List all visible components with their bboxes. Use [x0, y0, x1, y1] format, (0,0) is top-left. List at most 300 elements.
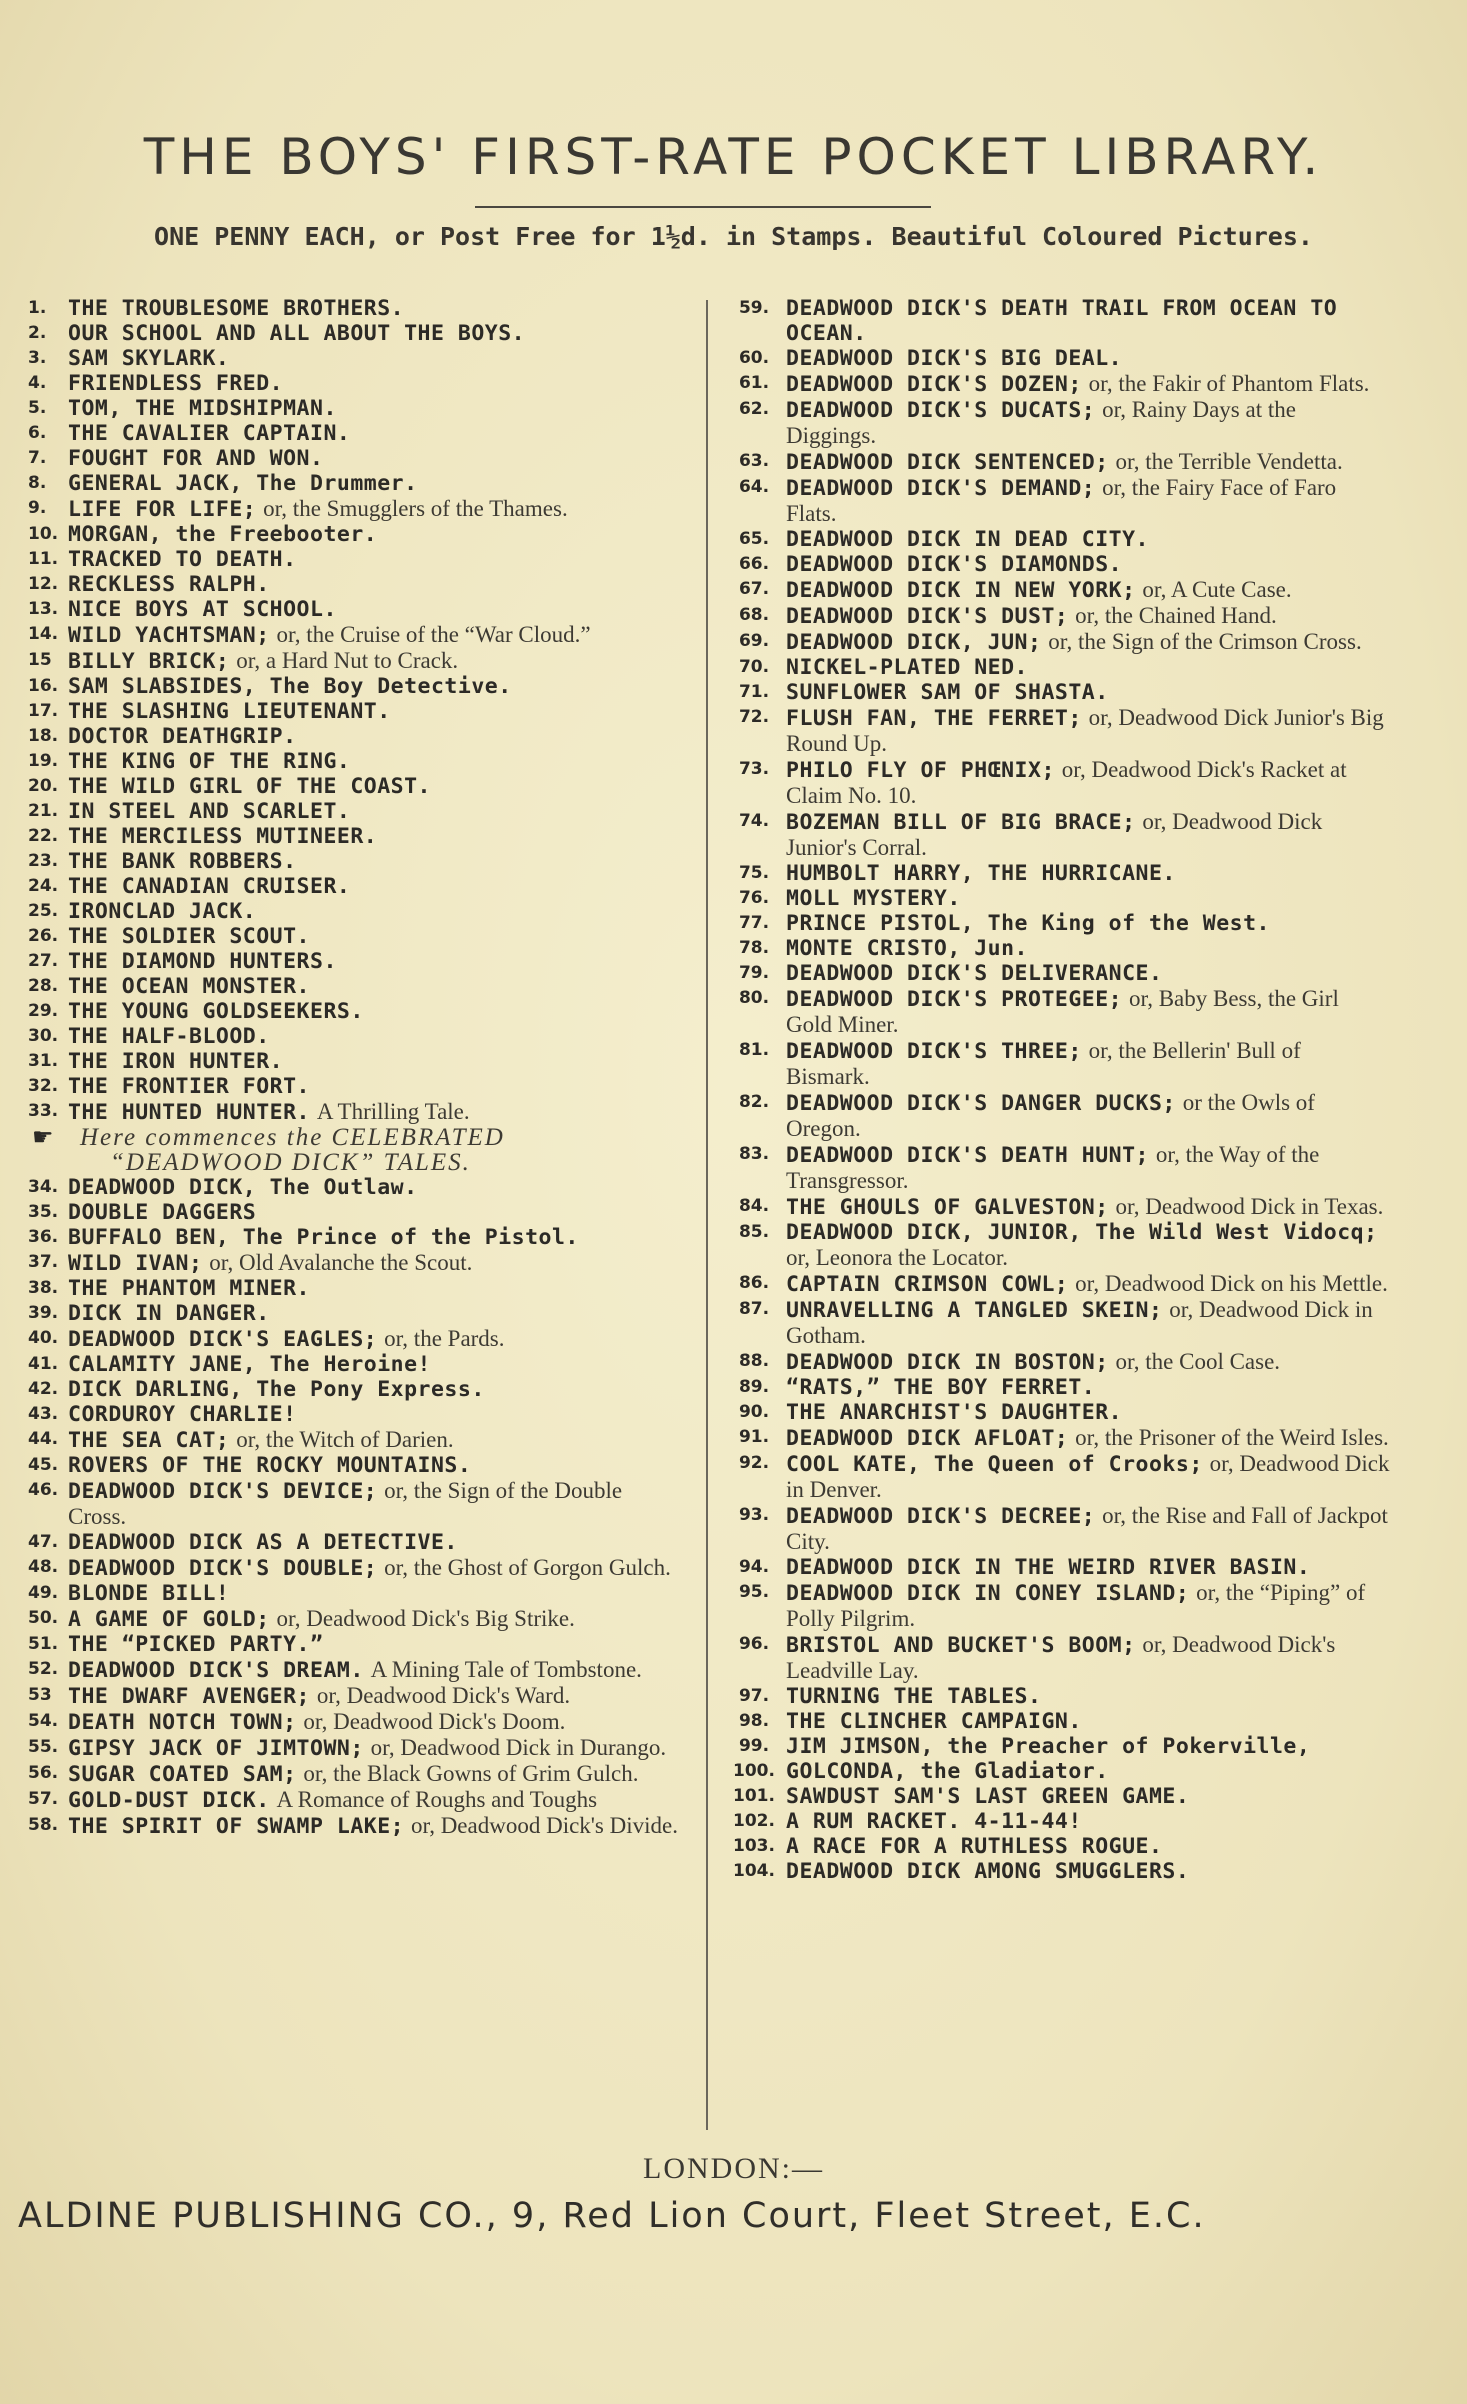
list-item [722, 1834, 1390, 1859]
item-number: 60. [738, 348, 770, 368]
list-item [722, 1809, 1390, 1834]
item-title: OUR SCHOOL AND ALL ABOUT THE BOYS. [68, 321, 526, 346]
item-title: DEADWOOD DICK'S DREAM. [68, 1658, 364, 1683]
item-title: CORDUROY CHARLIE! [68, 1402, 297, 1427]
item-text [68, 1024, 684, 1049]
item-title: THE HALF-BLOOD. [68, 1024, 270, 1049]
item-title: DEADWOOD DICK AFLOAT; [786, 1426, 1069, 1451]
item-number: 25. [28, 901, 59, 921]
item-title: A GAME OF GOLD; [68, 1607, 270, 1632]
item-subtitle: A Romance of Roughs and Toughs [276, 1787, 598, 1812]
item-number: 97. [738, 1686, 770, 1706]
item-subtitle: or, the Terrible Vendetta. [1115, 449, 1343, 474]
item-text [68, 1530, 684, 1555]
item-subtitle: or, the Smugglers of the Thames. [263, 496, 568, 521]
item-number: 13. [28, 599, 59, 619]
item-number: 45. [28, 1455, 59, 1475]
item-title: DICK DARLING, The Pony Express. [68, 1377, 485, 1402]
item-number: 68. [738, 605, 770, 625]
item-text [68, 1813, 684, 1839]
item-text [786, 475, 1390, 527]
item-text [786, 603, 1390, 629]
item-title: DEADWOOD DICK'S DOUBLE; [68, 1556, 378, 1581]
item-number: 46. [28, 1480, 59, 1500]
item-number: 2. [28, 323, 47, 343]
item-title: THE MERCILESS MUTINEER. [68, 824, 378, 849]
item-number: 74. [738, 811, 770, 831]
item-title: DEADWOOD DICK'S DUCATS; [786, 398, 1096, 423]
item-subtitle: or, the Cruise of the “War Cloud.” [276, 622, 591, 647]
item-text [68, 799, 684, 824]
item-number: 16. [28, 676, 59, 696]
item-text [68, 1787, 684, 1813]
item-text [786, 1451, 1390, 1503]
item-text [786, 371, 1390, 397]
title-rule [475, 206, 931, 208]
item-title: DEADWOOD DICK AMONG SMUGGLERS. [786, 1859, 1190, 1884]
item-number: 73. [738, 759, 770, 779]
item-text [786, 1859, 1390, 1884]
item-text [68, 1632, 684, 1657]
notice-text [80, 1125, 505, 1175]
list-item [722, 655, 1390, 680]
item-number: 67. [738, 579, 770, 599]
list-item [28, 1478, 684, 1530]
item-text [68, 572, 684, 597]
list-item [722, 680, 1390, 705]
item-number: 90. [738, 1402, 770, 1422]
list-item [722, 1400, 1390, 1425]
item-title: DEADWOOD DICK IN DEAD CITY. [786, 527, 1149, 552]
item-title: DEADWOOD DICK AS A DETECTIVE. [68, 1530, 458, 1555]
item-title: DEADWOOD DICK'S DEATH TRAIL FROM OCEAN TO OCEAN. [786, 296, 1338, 346]
item-text [786, 397, 1390, 449]
item-number: 102. [733, 1811, 775, 1831]
item-text [68, 1301, 684, 1326]
item-title: DEADWOOD DICK SENTENCED; [786, 450, 1109, 475]
item-number: 20. [28, 776, 59, 796]
item-number: 18. [28, 726, 59, 746]
item-title: THE SPIRIT OF SWAMP LAKE; [68, 1814, 405, 1839]
list-item [28, 1427, 684, 1453]
list-item [28, 1301, 684, 1326]
item-text [786, 1555, 1390, 1580]
item-text [786, 757, 1390, 809]
item-number: 83. [738, 1144, 770, 1164]
list-item [28, 1099, 684, 1125]
item-title: DEADWOOD DICK, JUN; [786, 630, 1042, 655]
item-title: THE “PICKED PARTY.” [68, 1632, 324, 1657]
item-subtitle: or, the Fakir of Phantom Flats. [1088, 371, 1370, 396]
item-title: DEADWOOD DICK'S BIG DEAL. [786, 346, 1123, 371]
item-text [786, 577, 1390, 603]
list-item [28, 471, 684, 496]
item-number: 82. [738, 1092, 770, 1112]
item-number: 42. [28, 1379, 59, 1399]
list-item [722, 1684, 1390, 1709]
item-text [786, 1375, 1390, 1400]
notice-line-2: “DEADWOOD DICK” TALES. [110, 1149, 471, 1176]
item-number: 63. [738, 451, 770, 471]
item-subtitle: or, the Pards. [384, 1326, 505, 1351]
item-subtitle: or, the Rise and Fall of Jackpot City. [786, 1503, 1388, 1554]
item-title: THE CLINCHER CAMPAIGN. [786, 1709, 1082, 1734]
item-text [786, 1759, 1390, 1784]
item-text [68, 547, 684, 572]
list-item [28, 522, 684, 547]
item-text [68, 396, 684, 421]
item-title: DEADWOOD DICK'S DELIVERANCE. [786, 961, 1163, 986]
item-text [68, 1276, 684, 1301]
item-subtitle: or, Rainy Days at the Diggings. [786, 397, 1296, 448]
list-item [722, 1220, 1390, 1271]
item-title: THE CANADIAN CRUISER. [68, 874, 351, 899]
item-text [786, 552, 1390, 577]
item-number: 37. [28, 1252, 59, 1272]
item-title: THE TROUBLESOME BROTHERS. [68, 296, 405, 321]
list-item [722, 1090, 1390, 1142]
item-text [68, 749, 684, 774]
item-text [68, 321, 684, 346]
item-number: 51. [28, 1634, 59, 1654]
item-title: BUFFALO BEN, The Prince of the Pistol. [68, 1225, 579, 1250]
item-title: A RUM RACKET. 4-11-44! [786, 1809, 1082, 1834]
item-title: NICKEL-PLATED NED. [786, 655, 1028, 680]
list-item [722, 1142, 1390, 1194]
item-text [786, 1632, 1390, 1684]
list-item [722, 475, 1390, 527]
list-item [28, 849, 684, 874]
item-title: GOLD-DUST DICK. [68, 1788, 270, 1813]
item-text [68, 1175, 684, 1200]
item-title: TRACKED TO DEATH. [68, 547, 297, 572]
item-number: 35. [28, 1202, 59, 1222]
item-subtitle: or, Deadwood Dick in Gotham. [786, 1297, 1373, 1348]
item-text [68, 1581, 684, 1606]
list-item [722, 1297, 1390, 1349]
list-item [28, 774, 684, 799]
item-number: 39. [28, 1303, 59, 1323]
item-text [786, 986, 1390, 1038]
item-text [786, 1090, 1390, 1142]
list-item [28, 1175, 684, 1200]
list-item [28, 572, 684, 597]
item-number: 85. [738, 1222, 770, 1242]
item-number: 80. [738, 988, 770, 1008]
item-text [786, 1834, 1390, 1859]
item-title: DEADWOOD DICK IN NEW YORK; [786, 578, 1136, 603]
item-text [68, 924, 684, 949]
item-text [786, 296, 1390, 346]
item-title: “RATS,” THE BOY FERRET. [786, 1375, 1096, 1400]
item-text [786, 655, 1390, 680]
item-title: PRINCE PISTOL, The King of the West. [786, 911, 1270, 936]
london-heading: LONDON:— [643, 2152, 824, 2185]
item-title: A RACE FOR A RUTHLESS ROGUE. [786, 1834, 1163, 1859]
item-number: 76. [738, 888, 770, 908]
item-text [68, 371, 684, 396]
item-number: 78. [738, 938, 770, 958]
list-item [722, 1271, 1390, 1297]
list-item [722, 1349, 1390, 1375]
list-item [722, 1194, 1390, 1220]
item-number: 4. [28, 373, 47, 393]
item-text [68, 1099, 684, 1125]
item-title: DEADWOOD DICK'S DIAMONDS. [786, 552, 1123, 577]
item-title: DEADWOOD DICK'S DOZEN; [786, 372, 1082, 397]
item-number: 58. [28, 1815, 59, 1835]
item-text [786, 1194, 1390, 1220]
item-title: WILD YACHTSMAN; [68, 623, 270, 648]
item-number: 14. [28, 624, 59, 644]
list-item [28, 999, 684, 1024]
item-title: GOLCONDA, the Gladiator. [786, 1759, 1109, 1784]
item-number: 54. [28, 1711, 59, 1731]
list-item [28, 949, 684, 974]
item-number: 64. [738, 477, 770, 497]
item-subtitle: or, A Cute Case. [1142, 577, 1292, 602]
list-item [722, 961, 1390, 986]
item-number: 61. [738, 373, 770, 393]
publisher-address: ALDINE PUBLISHING CO., 9, Red Lion Court, Fleet Street, E.C. [18, 2196, 1206, 2236]
item-title: DEADWOOD DICK IN THE WEIRD RIVER BASIN. [786, 1555, 1311, 1580]
item-text [68, 849, 684, 874]
item-subtitle: or, the Sign of the Crimson Cross. [1048, 629, 1362, 654]
item-title: DICK IN DANGER. [68, 1301, 270, 1326]
item-text [68, 1049, 684, 1074]
item-subtitle: or, a Hard Nut to Crack. [236, 648, 459, 673]
item-title: MOLL MYSTERY. [786, 886, 961, 911]
item-number: 28. [28, 976, 59, 996]
item-subtitle: or, Deadwood Dick in Denver. [786, 1451, 1390, 1502]
item-title: SAWDUST SAM'S LAST GREEN GAME. [786, 1784, 1190, 1809]
item-subtitle: or, Deadwood Dick's Leadville Lay. [786, 1632, 1336, 1683]
item-number: 57. [28, 1789, 59, 1809]
list-item [28, 1787, 684, 1813]
item-subtitle: or, Deadwood Dick Junior's Corral. [786, 809, 1323, 860]
list-item [28, 1735, 684, 1761]
item-text [786, 886, 1390, 911]
item-number: 86. [738, 1273, 770, 1293]
item-title: DEADWOOD DICK'S DEVICE; [68, 1479, 378, 1504]
list-item [28, 1683, 684, 1709]
item-number: 32. [28, 1076, 59, 1096]
item-text [68, 774, 684, 799]
item-number: 1. [28, 298, 47, 318]
item-title: DOUBLE DAGGERS [68, 1200, 257, 1225]
list-item [722, 346, 1390, 371]
item-text [786, 1709, 1390, 1734]
list-item [722, 1451, 1390, 1503]
item-title: THE WILD GIRL OF THE COAST. [68, 774, 431, 799]
item-title: CALAMITY JANE, The Heroine! [68, 1352, 431, 1377]
list-item [722, 1503, 1390, 1555]
item-number: 75. [738, 863, 770, 883]
item-text [786, 1734, 1390, 1759]
item-number: 5. [28, 398, 47, 418]
list-item [722, 1425, 1390, 1451]
item-number: 98. [738, 1711, 770, 1731]
item-text [68, 1453, 684, 1478]
price-subtitle: ONE PENNY EACH, or Post Free for 1½d. in Stamps. Beautiful Coloured Pictures. [154, 222, 1313, 251]
list-item [722, 936, 1390, 961]
item-title: DEADWOOD DICK'S DEMAND; [786, 476, 1096, 501]
item-subtitle: or, the Way of the Transgressor. [786, 1142, 1320, 1193]
item-text [786, 1038, 1390, 1090]
item-text [786, 705, 1390, 757]
item-title: TOM, THE MIDSHIPMAN. [68, 396, 337, 421]
list-item [722, 1580, 1390, 1632]
item-text [68, 1200, 684, 1225]
item-subtitle: or, the “Piping” of Polly Pilgrim. [786, 1580, 1366, 1631]
item-number: 8. [28, 473, 47, 493]
item-number: 101. [733, 1786, 775, 1806]
deadwood-dick-notice [32, 1125, 684, 1175]
list-item [722, 1734, 1390, 1759]
item-number: 17. [28, 701, 59, 721]
item-subtitle: or, Leonora the Locator. [786, 1245, 1008, 1270]
list-item [28, 321, 684, 346]
item-text [786, 1400, 1390, 1425]
item-text [786, 1142, 1390, 1194]
item-title: DEADWOOD DICK'S DANGER DUCKS; [786, 1091, 1176, 1116]
item-text [68, 1735, 684, 1761]
item-title: DEADWOOD DICK IN BOSTON; [786, 1350, 1109, 1375]
list-item [28, 799, 684, 824]
item-number: 41. [28, 1354, 59, 1374]
item-number: 95. [738, 1582, 770, 1602]
item-text [68, 699, 684, 724]
item-title: DEADWOOD DICK'S DECREE; [786, 1504, 1096, 1529]
item-title: THE SLASHING LIEUTENANT. [68, 699, 391, 724]
item-number: 96. [738, 1634, 770, 1654]
item-subtitle: or, the Cool Case. [1115, 1349, 1281, 1374]
item-subtitle: or, the Sign of the Double Cross. [68, 1478, 623, 1529]
list-item [28, 597, 684, 622]
item-number: 77. [738, 913, 770, 933]
item-title: THE ANARCHIST'S DAUGHTER. [786, 1400, 1123, 1425]
item-text [68, 496, 684, 522]
item-title: DEATH NOTCH TOWN; [68, 1710, 297, 1735]
item-number: 36. [28, 1227, 59, 1247]
item-text [68, 1377, 684, 1402]
item-number: 31. [28, 1051, 59, 1071]
item-number: 24. [28, 876, 59, 896]
item-number: 93. [738, 1505, 770, 1525]
item-text [786, 809, 1390, 861]
list-item [722, 629, 1390, 655]
item-title: DEADWOOD DICK'S PROTEGEE; [786, 987, 1123, 1012]
list-item [722, 1859, 1390, 1884]
right-column [722, 296, 1390, 1884]
list-item [28, 1632, 684, 1657]
item-subtitle: A Mining Tale of Tombstone. [370, 1657, 642, 1682]
item-text [68, 648, 684, 674]
list-item [28, 1225, 684, 1250]
item-number: 72. [738, 707, 770, 727]
item-title: GIPSY JACK OF JIMTOWN; [68, 1736, 364, 1761]
item-text [68, 1555, 684, 1581]
item-number: 89. [738, 1377, 770, 1397]
item-text [68, 974, 684, 999]
item-title: HUMBOLT HARRY, THE HURRICANE. [786, 861, 1176, 886]
item-title: BOZEMAN BILL OF BIG BRACE; [786, 810, 1136, 835]
item-title: DEADWOOD DICK'S THREE; [786, 1039, 1082, 1064]
item-title: BRISTOL AND BUCKET'S BOOM; [786, 1633, 1136, 1658]
list-item [28, 371, 684, 396]
item-text [68, 1761, 684, 1787]
item-number: 70. [738, 657, 770, 677]
item-text [68, 999, 684, 1024]
list-item [722, 705, 1390, 757]
item-title: THE BANK ROBBERS. [68, 849, 297, 874]
item-number: 19. [28, 751, 59, 771]
list-item [722, 296, 1390, 346]
item-text [68, 522, 684, 547]
list-item [28, 1606, 684, 1632]
item-text [786, 1684, 1390, 1709]
item-text [68, 1326, 684, 1352]
list-item [28, 1813, 684, 1839]
item-number: 84. [738, 1196, 770, 1216]
item-number: 62. [738, 399, 770, 419]
item-number: 50. [28, 1608, 59, 1628]
item-number: 49. [28, 1583, 59, 1603]
item-number: 87. [738, 1299, 770, 1319]
item-title: THE SEA CAT; [68, 1428, 230, 1453]
item-number: 40. [28, 1328, 59, 1348]
item-subtitle: A Thrilling Tale. [316, 1099, 470, 1124]
item-number: 91. [738, 1427, 770, 1447]
item-subtitle: or, Baby Bess, the Girl Gold Miner. [786, 986, 1339, 1037]
list-item [722, 757, 1390, 809]
list-item [28, 648, 684, 674]
item-text [68, 1427, 684, 1453]
list-item [28, 924, 684, 949]
item-text [68, 1225, 684, 1250]
list-item [28, 296, 684, 321]
item-title: THE FRONTIER FORT. [68, 1074, 310, 1099]
list-item [28, 1453, 684, 1478]
item-number: 71. [738, 682, 770, 702]
list-item [28, 974, 684, 999]
list-item [722, 1759, 1390, 1784]
list-item [722, 397, 1390, 449]
item-title: THE IRON HUNTER. [68, 1049, 284, 1074]
list-item [722, 449, 1390, 475]
item-number: 7. [28, 448, 47, 468]
list-item [28, 1709, 684, 1735]
item-text [68, 1074, 684, 1099]
item-text [786, 1503, 1390, 1555]
list-item [722, 886, 1390, 911]
item-title: PHILO FLY OF PHŒNIX; [786, 758, 1055, 783]
item-text [68, 1709, 684, 1735]
item-text [68, 1352, 684, 1377]
item-text [68, 824, 684, 849]
list-item [28, 724, 684, 749]
list-item [28, 1402, 684, 1427]
item-text [68, 899, 684, 924]
item-title: FRIENDLESS FRED. [68, 371, 284, 396]
list-item [722, 911, 1390, 936]
item-title: JIM JIMSON, the Preacher of Pokerville, [786, 1734, 1311, 1759]
item-title: SAM SLABSIDES, The Boy Detective. [68, 674, 512, 699]
item-number: 99. [738, 1736, 770, 1756]
list-item [28, 1276, 684, 1301]
item-text [68, 471, 684, 496]
item-title: NICE BOYS AT SCHOOL. [68, 597, 337, 622]
